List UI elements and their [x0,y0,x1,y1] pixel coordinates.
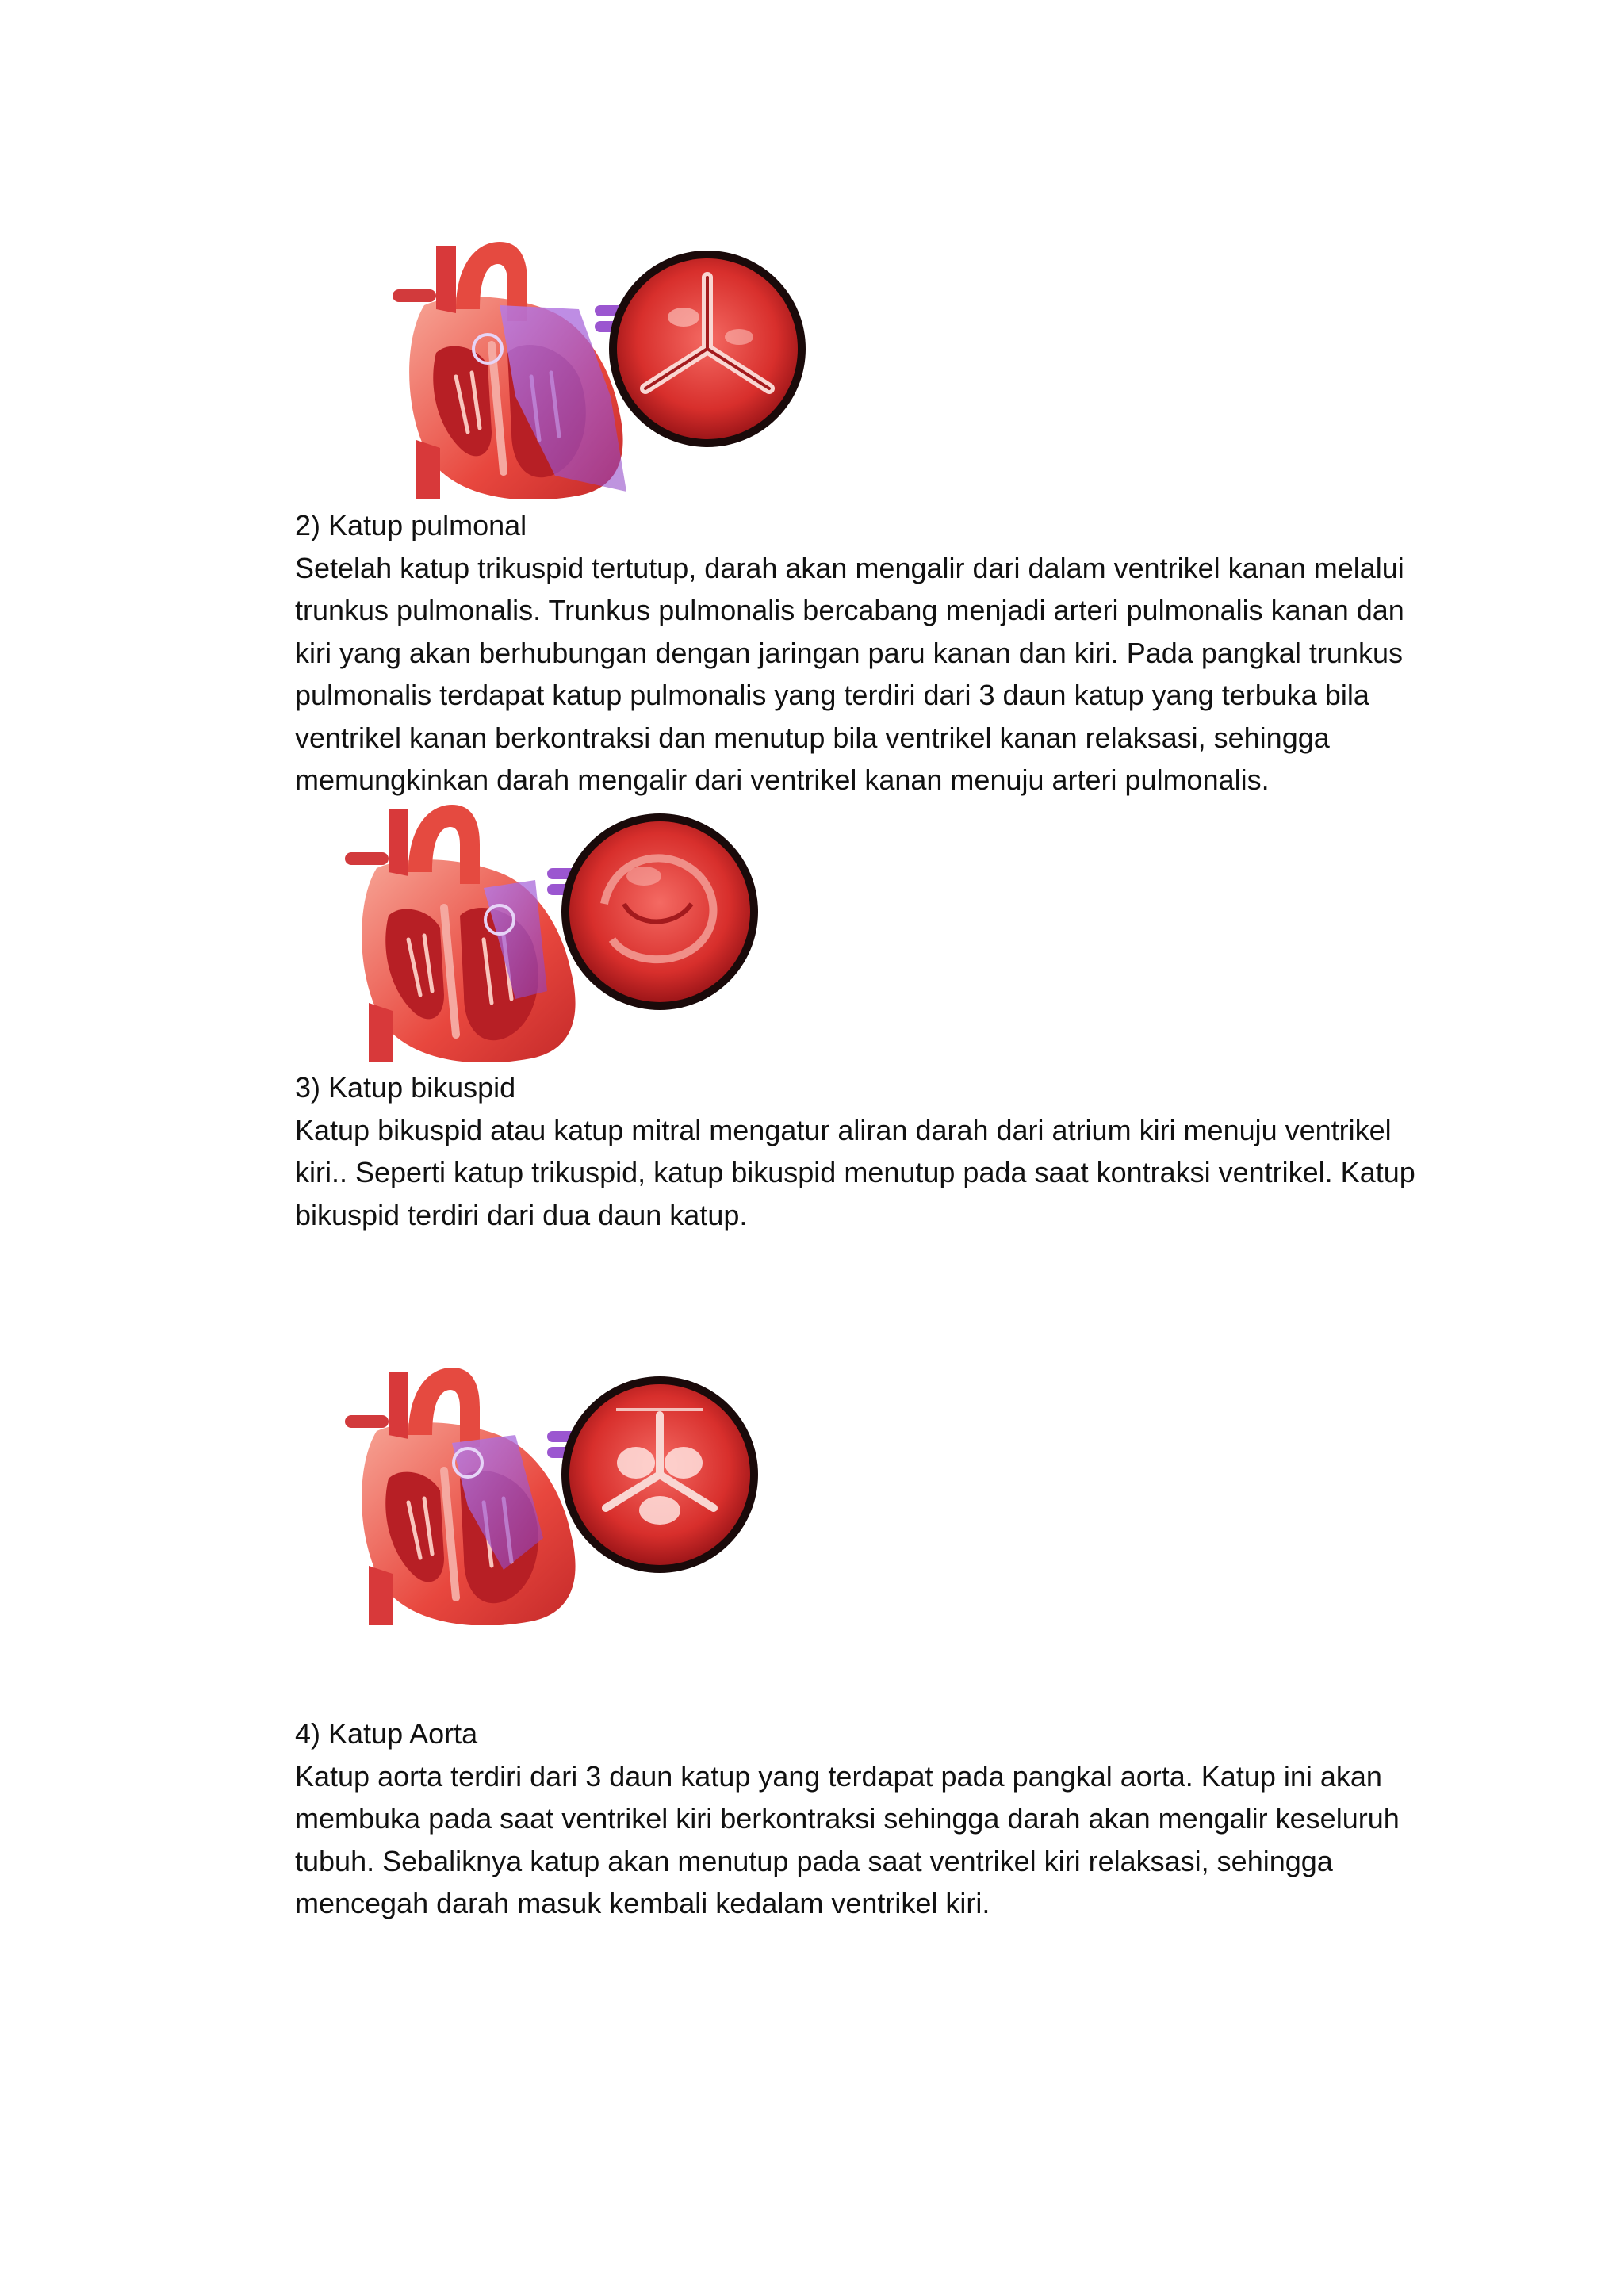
figure-bicuspid-valve [333,801,761,1062]
tricuspid-valve-closeup-icon [609,251,806,447]
heart-valve-illustration [345,1368,583,1625]
section-paragraph: Setelah katup trikuspid tertutup, darah akan mengalir dari dalam ventrikel kanan melalui trunkus pulmonalis. Trunkus pulmonalis bercabang menjadi arteri pulmonalis kanan dan kiri yang akan berhubungan dengan jaringan paru kanan dan kiri. Pada pangkal trunkus pulmonalis terdapat katup pulmonalis yang terdiri dari 3 daun katup yang terbuka bila ventrikel kanan berkontraksi dan menutup bila ventrikel kanan relaksasi, sehingga memungkinkan darah mengalir dari ventrikel kanan menuju arteri pulmonalis. [295,551,1404,796]
bicuspid-valve-closeup-icon [561,813,758,1010]
section-heading: 2) Katup pulmonal [295,509,527,541]
heart-valve-illustration [393,242,630,499]
heart-valve-illustration [345,805,583,1062]
section-heading: 3) Katup bikuspid [295,1071,516,1104]
section-katup-bikuspid [295,1066,1437,1236]
figure-tricuspid-valve [381,238,809,499]
figure-aortic-valve [333,1364,761,1625]
section-katup-pulmonal [295,504,1437,802]
aortic-valve-closeup-icon [561,1376,758,1573]
section-heading: 4) Katup Aorta [295,1717,478,1750]
section-paragraph: Katup aorta terdiri dari 3 daun katup yang terdapat pada pangkal aorta. Katup ini akan membuka pada saat ventrikel kiri berkontraksi sehingga darah akan mengalir keseluruh tubuh. Sebaliknya katup akan menutup pada saat ventrikel kiri relaksasi, sehingga mencegah darah masuk kembali kedalam ventrikel kiri. [295,1759,1400,1919]
section-katup-aorta [295,1712,1437,1925]
section-paragraph: Katup bikuspid atau katup mitral mengatur aliran darah dari atrium kiri menuju ventrikel kiri.. Seperti katup trikuspid, katup bikuspid menutup pada saat kontraksi ventrikel. Katup bikuspid terdiri dari dua daun katup. [295,1113,1415,1231]
